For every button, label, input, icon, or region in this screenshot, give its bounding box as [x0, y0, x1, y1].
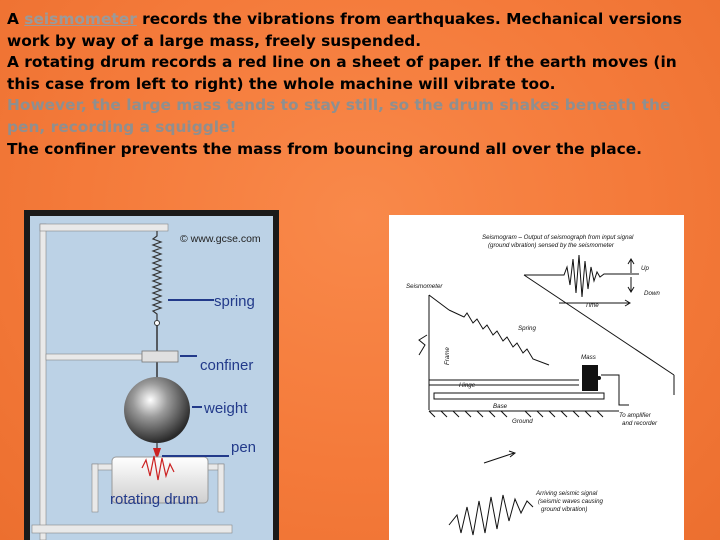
- label-time: Time: [585, 302, 599, 309]
- paragraph-1: A seismometer records the vibrations from earthquakes. Mechanical versions work by way of a large mass, freely suspended.: [7, 10, 682, 50]
- caption-line2: (ground vibration) sensed by the seismometer: [488, 242, 614, 249]
- label-seismometer: Seismometer: [406, 283, 443, 290]
- label-frame: Frame: [444, 347, 451, 365]
- label-spring: spring: [214, 293, 255, 310]
- paragraph-2: A rotating drum records a red line on a sheet of paper. If the earth moves (in this case from left to right) the whole machine will vibrate too.: [7, 53, 677, 93]
- label-confiner: confiner: [200, 357, 254, 374]
- signal-line3: ground vibration): [541, 506, 588, 513]
- label-amplifier-1: To amplifier: [619, 412, 651, 419]
- label-spring: Spring: [518, 325, 536, 332]
- signal-line1: Arriving seismic signal: [536, 490, 598, 497]
- label-mass: Mass: [581, 354, 596, 361]
- label-amplifier-2: and recorder: [622, 420, 658, 427]
- label-rotating-drum: rotating drum: [110, 491, 199, 508]
- label-hinge: Hinge: [459, 382, 476, 389]
- caption-line1: Seismogram – Output of seismograph from input signal: [482, 234, 634, 241]
- weight-mass: [124, 377, 190, 443]
- label-up: Up: [641, 265, 649, 272]
- label-base: Base: [493, 403, 508, 410]
- copyright-text: © www.gcse.com: [180, 233, 261, 245]
- label-weight: weight: [204, 400, 248, 417]
- mass-block: [582, 365, 598, 391]
- seismometer-link[interactable]: seismometer: [24, 10, 137, 28]
- label-pen: pen: [231, 439, 257, 456]
- seismograph-diagram: [389, 215, 684, 540]
- signal-line2: (seismic waves causing: [538, 498, 603, 505]
- label-down: Down: [644, 290, 660, 297]
- seismometer-illustration: [24, 210, 279, 540]
- paragraph-3: However, the large mass tends to stay still, so the drum shakes beneath the pen, recording a squiggle!: [7, 96, 671, 136]
- label-ground: Ground: [512, 418, 533, 425]
- slide-text: [7, 9, 713, 160]
- paragraph-4: The confiner prevents the mass from bouncing around all over the place.: [7, 139, 643, 158]
